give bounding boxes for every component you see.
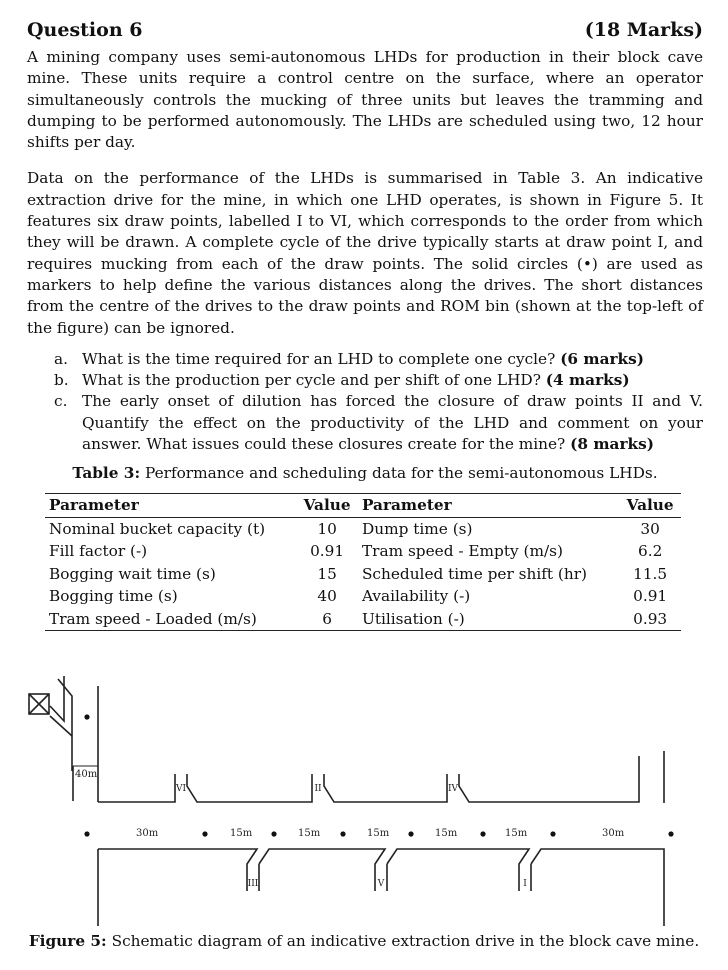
- table-cell: 10: [317, 519, 337, 538]
- table-cell: 11.5: [633, 564, 668, 583]
- distance-marker: [408, 831, 413, 836]
- drawpoint-label: I: [523, 879, 527, 889]
- table-cell: 0.93: [633, 609, 668, 628]
- question-header: [27, 17, 703, 43]
- figure-caption-text: Schematic diagram of an indicative extraction drive in the block cave mine.: [111, 932, 700, 950]
- segment-distance-label: 15m: [230, 828, 253, 839]
- distance-marker: [550, 831, 555, 836]
- table-cell: 6.2: [637, 542, 663, 561]
- drive-bottom-wall: [531, 849, 664, 926]
- performance-table: [45, 493, 681, 631]
- part-item: [54, 349, 703, 370]
- segment-distance-label: 30m: [136, 828, 159, 839]
- part-marks: (6 marks): [560, 349, 644, 368]
- distance-marker: [202, 831, 207, 836]
- part-item: [54, 391, 703, 455]
- segment-distance-label: 15m: [367, 828, 390, 839]
- drawpoint-label: II: [314, 784, 322, 794]
- drive-top-wall: [324, 774, 447, 802]
- segment-distance-label: 15m: [435, 828, 458, 839]
- segment-distance-label: 15m: [298, 828, 321, 839]
- part-text: What is the time required for an LHD to complete one cycle?: [82, 349, 556, 368]
- table-cell: Fill factor (-): [49, 542, 148, 561]
- table-row: [45, 585, 681, 608]
- table-cell: Availability (-): [361, 587, 471, 606]
- table-cell: 15: [317, 564, 337, 583]
- table-cell: Scheduled time per shift (hr): [361, 564, 587, 583]
- drawpoint-label: V: [377, 879, 385, 889]
- drive-bottom-wall: [387, 849, 529, 891]
- table-cell: Tram speed - Loaded (m/s): [49, 609, 257, 628]
- table-cell: Utilisation (-): [361, 609, 465, 628]
- table-row: [45, 608, 681, 631]
- question-parts: [27, 349, 703, 455]
- table-cell: Nominal bucket capacity (t): [49, 519, 266, 538]
- drive-top-wall: [98, 774, 175, 802]
- part-text: What is the production per cycle and per shift of one LHD?: [82, 371, 541, 390]
- distance-marker: [668, 831, 673, 836]
- part-label: c.: [54, 392, 68, 411]
- table-cell: Tram speed - Empty (m/s): [361, 542, 563, 561]
- table-cell: 0.91: [310, 542, 345, 561]
- distance-marker: [84, 831, 89, 836]
- drive-top-wall: [187, 774, 312, 802]
- distance-marker: [480, 831, 485, 836]
- figure-caption: [0, 932, 728, 950]
- drawpoint-label: IV: [447, 784, 459, 794]
- part-label: a.: [54, 349, 68, 368]
- question-title: Question 6: [27, 19, 143, 41]
- question-marks: (18 Marks): [584, 19, 703, 41]
- segment-distance-label: 30m: [602, 828, 625, 839]
- table-cell: Bogging time (s): [49, 587, 178, 606]
- part-marks: (8 marks): [570, 435, 654, 454]
- part-marks: (4 marks): [545, 371, 630, 390]
- part-item: [54, 370, 703, 391]
- table-cell: 6: [322, 609, 332, 628]
- table-row: [45, 517, 681, 540]
- table-row: [45, 563, 681, 586]
- table-row: [45, 540, 681, 563]
- table-cell: 30: [640, 519, 660, 538]
- table-header: Parameter: [358, 494, 619, 518]
- drive-bottom-wall: [98, 849, 257, 891]
- table-header: Parameter: [45, 494, 296, 518]
- table-caption-label: Table 3:: [72, 464, 141, 483]
- distance-marker: [271, 831, 276, 836]
- drive-bottom-wall: [259, 849, 385, 891]
- table-caption: [27, 463, 703, 483]
- table-header: Value: [619, 494, 681, 518]
- ramp-wall-diagonal: [50, 716, 72, 736]
- extraction-drive-diagram: [24, 676, 704, 926]
- table-header: Value: [296, 494, 358, 518]
- part-label: b.: [54, 371, 69, 390]
- vertical-distance-label: 40m: [75, 769, 98, 780]
- table-cell: 0.91: [633, 587, 668, 606]
- paragraph-data: Data on the performance of the LHDs is summarised in Table 3. An indicative extraction drive for the mine, in which one LHD operates, is shown in Figure 5. It features six draw points, labelled I to VI, which corresponds to the order from which they will be drawn. A complete cycle of the drive typically starts at draw point I, and requires mucking from each of the draw points. The solid circles (•) are used as markers to help define the various distances along the drives. The short distances from the centre of the drives to the draw points and ROM bin (shown at the top-left of the figure) can be ignored.: [27, 169, 703, 337]
- figure-caption-label: Figure 5:: [28, 932, 107, 950]
- drawpoint-label: III: [247, 879, 259, 889]
- part-text: The early onset of dilution has forced the closure of draw points II and V. Quantify the effect on the productivity of the LHD and comment on your answer. What issues could these closures create for the mine?: [82, 392, 703, 454]
- table-cell: Bogging wait time (s): [49, 564, 216, 583]
- table-caption-text: Performance and scheduling data for the semi-autonomous LHDs.: [144, 464, 658, 483]
- table-cell: 40: [317, 587, 337, 606]
- drawpoint-label: VI: [175, 784, 187, 794]
- segment-distance-label: 15m: [505, 828, 528, 839]
- distance-marker: [340, 831, 345, 836]
- paragraph-intro: A mining company uses semi-autonomous LHDs for production in their block cave mine. These units require a control centre on the surface, where an operator simultaneously controls the mucking of three units but leaves the tramming and dumping to be performed autonomously. The LHDs are scheduled using two, 12 hour shifts per day.: [27, 48, 703, 152]
- drive-top-wall: [459, 756, 639, 802]
- table-header-row: [45, 494, 681, 518]
- distance-marker: [84, 714, 89, 719]
- table-cell: Dump time (s): [361, 519, 473, 538]
- question-block: [27, 17, 703, 631]
